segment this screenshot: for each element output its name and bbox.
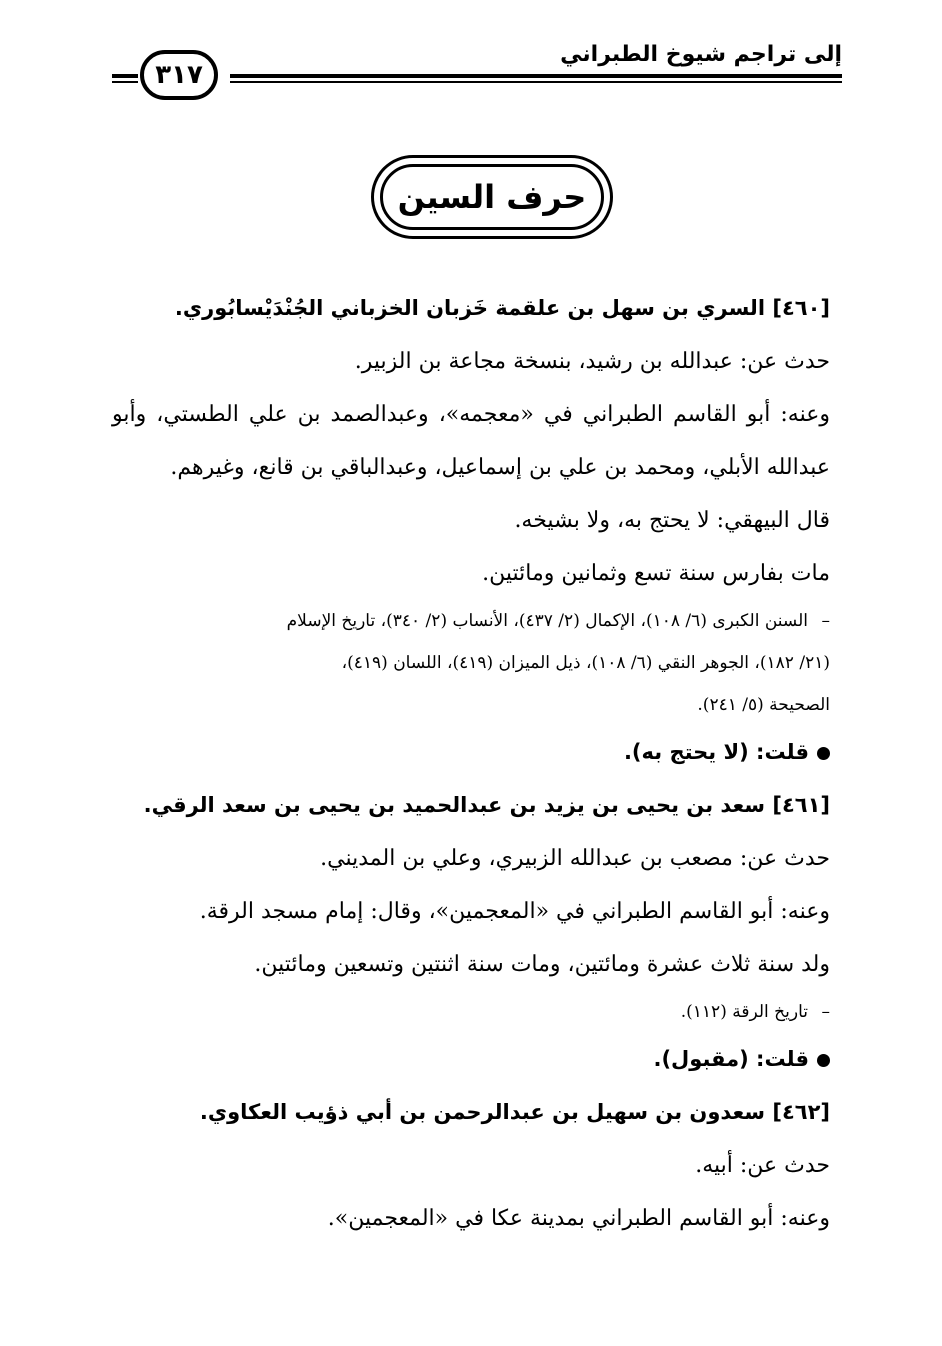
entry-heading: [٤٦٠] السري بن سهل بن علقمة خَزبان الخزباني الجُنْدَيْسابُوري. <box>174 296 830 320</box>
entry-line: ولد سنة ثلاث عشرة ومائتين، ومات سنة اثنتين وتسعين ومائتين. <box>254 952 830 977</box>
editor-note <box>112 1033 830 1086</box>
entry-line: وعنه: أبو القاسم الطبراني في «معجمه»، وعبدالصمد بن علي الطستي، وأبو <box>112 402 830 427</box>
footnote-line <box>112 600 830 642</box>
entry-line: وعنه: أبو القاسم الطبراني بمدينة عكا في «المعجمين». <box>327 1206 830 1231</box>
entry-line: حدث عن: أبيه. <box>695 1153 830 1178</box>
entry-line: حدث عن: مصعب بن عبدالله الزبيري، وعلي بن المديني. <box>320 846 830 871</box>
header-rule-thick <box>230 74 842 78</box>
entry-line: حدث عن: عبدالله بن رشيد، بنسخة مجاعة بن الزبير. <box>354 349 830 374</box>
entry-line: عبدالله الأبلي، ومحمد بن علي بن إسماعيل، وعبدالباقي بن قانع، وغيرهم. <box>170 455 830 480</box>
running-title: إلى تراجم شيوخ الطبراني <box>560 42 842 67</box>
footnote-line <box>112 991 830 1033</box>
bullet-icon <box>817 1054 830 1067</box>
footnote-dash: – <box>821 1002 830 1022</box>
editor-note-text: قلت: (لا يحتج به). <box>623 740 809 764</box>
header-rule-left-thick <box>112 74 138 78</box>
footnote-line: (٢١/ ١٨٢)، الجوهر النقي (٦/ ١٠٨)، ذيل الميزان (٤١٩)، اللسان (٤١٩)، <box>341 653 830 673</box>
footnote-text: السنن الكبرى (٦/ ١٠٨)، الإكمال (٢/ ٤٣٧)، الأنساب (٢/ ٣٤٠)، تاريخ الإسلام <box>286 611 808 631</box>
footnote-dash: – <box>821 611 830 631</box>
entry-line: قال البيهقي: لا يحتج به، ولا بشيخه. <box>514 508 830 533</box>
page-content <box>112 282 830 1245</box>
entry-line: مات بفارس سنة تسع وثمانين ومائتين. <box>482 561 830 586</box>
header-rule-thin <box>230 81 842 83</box>
editor-note <box>112 726 830 779</box>
footnote-line: الصحيحة (٥/ ٢٤١). <box>697 695 830 715</box>
page-number: ٣١٧ <box>140 50 218 100</box>
entry-line: وعنه: أبو القاسم الطبراني في «المعجمين»، وقال: إمام مسجد الرقة. <box>199 899 830 924</box>
footnote-text: تاريخ الرقة (١١٢). <box>680 1002 808 1022</box>
entry-heading: [٤٦٢] سعدون بن سهيل بن عبدالرحمن بن أبي ذؤيب العكاوي. <box>199 1100 830 1124</box>
bullet-icon <box>817 747 830 760</box>
header-rule-left-thin <box>112 81 138 83</box>
editor-note-text: قلت: (مقبول). <box>653 1047 809 1071</box>
chapter-title-frame <box>371 155 613 239</box>
entry-heading: [٤٦١] سعد بن يحيى بن يزيد بن عبدالحميد بن يحيى بن سعد الرقي. <box>143 793 830 817</box>
chapter-title: حرف السين <box>380 164 604 230</box>
page-header <box>112 38 842 108</box>
